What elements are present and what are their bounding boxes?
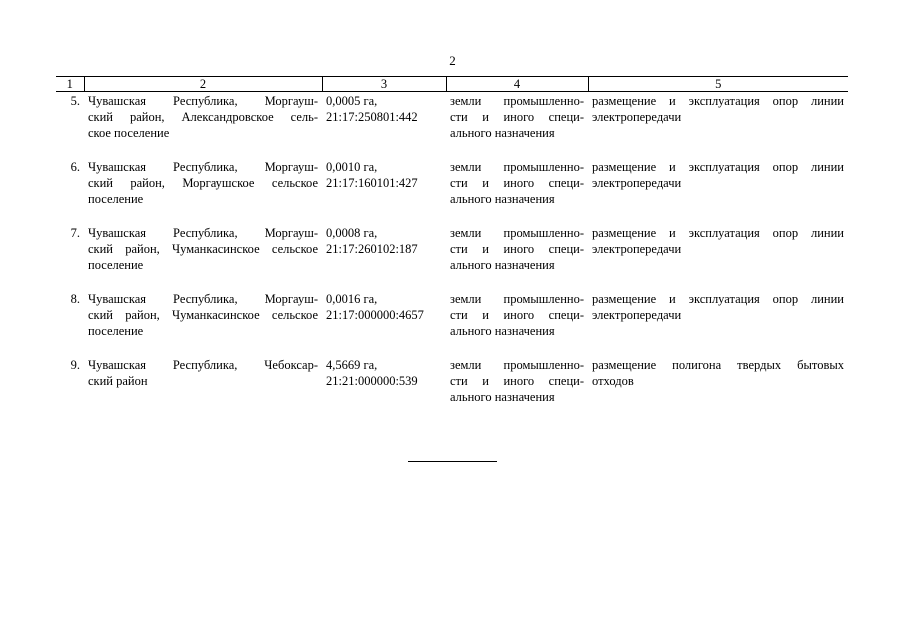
location-line: Чувашская Республика, Моргауш- xyxy=(88,160,318,174)
location-line: Чувашская Республика, Моргауш- xyxy=(88,226,318,240)
purpose-line: отходов xyxy=(592,374,634,388)
area-cell xyxy=(322,92,446,159)
purpose-line: размещение и эксплуатация опор линии xyxy=(592,292,844,306)
purpose-line: размещение полигона твердых бытовых xyxy=(592,358,844,372)
category-line: сти и иного специ- xyxy=(450,110,584,124)
area-cell xyxy=(322,158,446,224)
area-line: 0,0005 га, xyxy=(326,94,378,108)
location-line: ский район, Моргаушское сельское xyxy=(88,176,318,190)
column-header-3: 3 xyxy=(322,77,446,92)
column-header-5: 5 xyxy=(588,77,848,92)
location-line: ское поселение xyxy=(88,126,170,140)
table-header-row xyxy=(56,77,848,92)
location-line: поселение xyxy=(88,258,144,272)
category-line: ального назначения xyxy=(450,258,555,272)
area-cell xyxy=(322,356,446,422)
area-line: 0,0010 га, xyxy=(326,160,378,174)
purpose-cell xyxy=(588,92,848,159)
area-line: 0,0008 га, xyxy=(326,226,378,240)
table-row xyxy=(56,158,848,224)
location-cell xyxy=(84,92,322,159)
category-line: сти и иного специ- xyxy=(450,374,584,388)
area-line: 21:21:000000:539 xyxy=(326,374,418,388)
category-cell xyxy=(446,290,588,356)
location-line: Чувашская Республика, Моргауш- xyxy=(88,94,318,108)
category-line: ального назначения xyxy=(450,192,555,206)
category-line: земли промышленно- xyxy=(450,358,584,372)
category-line: земли промышленно- xyxy=(450,160,584,174)
column-header-2: 2 xyxy=(84,77,322,92)
category-line: сти и иного специ- xyxy=(450,308,584,322)
location-cell xyxy=(84,224,322,290)
category-line: сти и иного специ- xyxy=(450,176,584,190)
page-number: 2 xyxy=(449,53,456,68)
category-line: земли промышленно- xyxy=(450,292,584,306)
location-line: поселение xyxy=(88,192,144,206)
table-row xyxy=(56,224,848,290)
category-line: ального назначения xyxy=(450,324,555,338)
area-line: 21:17:160101:427 xyxy=(326,176,418,190)
purpose-line: размещение и эксплуатация опор линии xyxy=(592,94,844,108)
category-line: ального назначения xyxy=(450,390,555,404)
purpose-line: электропередачи xyxy=(592,242,682,256)
location-line: ский район, Чуманкасинское сельское xyxy=(88,242,318,256)
location-line: ский район xyxy=(88,374,148,388)
category-cell xyxy=(446,224,588,290)
purpose-line: размещение и эксплуатация опор линии xyxy=(592,226,844,240)
category-cell xyxy=(446,158,588,224)
column-header-1: 1 xyxy=(56,77,84,92)
area-line: 21:17:260102:187 xyxy=(326,242,418,256)
area-line: 0,0016 га, xyxy=(326,292,378,306)
area-cell xyxy=(322,290,446,356)
purpose-cell xyxy=(588,356,848,422)
purpose-line: электропередачи xyxy=(592,308,682,322)
area-cell xyxy=(322,224,446,290)
location-line: поселение xyxy=(88,324,144,338)
category-line: ального назначения xyxy=(450,126,555,140)
purpose-cell xyxy=(588,158,848,224)
category-cell xyxy=(446,92,588,159)
purpose-line: электропередачи xyxy=(592,110,682,124)
area-line: 21:17:250801:442 xyxy=(326,110,418,124)
location-line: Чувашская Республика, Чебоксар- xyxy=(88,358,318,372)
purpose-line: электропередачи xyxy=(592,176,682,190)
location-cell xyxy=(84,290,322,356)
row-number: 8. xyxy=(70,292,80,306)
row-number: 7. xyxy=(70,226,80,240)
purpose-line: размещение и эксплуатация опор линии xyxy=(592,160,844,174)
table-row xyxy=(56,356,848,422)
location-line: ский район, Александровское сель- xyxy=(88,110,318,124)
area-line: 4,5669 га, xyxy=(326,358,378,372)
row-number: 6. xyxy=(70,160,80,174)
table-row xyxy=(56,290,848,356)
category-cell xyxy=(446,356,588,422)
table-row xyxy=(56,92,848,159)
location-cell xyxy=(84,158,322,224)
category-line: земли промышленно- xyxy=(450,226,584,240)
row-number: 5. xyxy=(70,94,80,108)
purpose-cell xyxy=(588,224,848,290)
location-line: Чувашская Республика, Моргауш- xyxy=(88,292,318,306)
location-line: ский район, Чуманкасинское сельское xyxy=(88,308,318,322)
land-plots-table xyxy=(56,76,848,422)
category-line: сти и иного специ- xyxy=(450,242,584,256)
row-number: 9. xyxy=(70,358,80,372)
end-separator-line xyxy=(408,461,497,462)
area-line: 21:17:000000:4657 xyxy=(326,308,424,322)
purpose-cell xyxy=(588,290,848,356)
location-cell xyxy=(84,356,322,422)
category-line: земли промышленно- xyxy=(450,94,584,108)
column-header-4: 4 xyxy=(446,77,588,92)
